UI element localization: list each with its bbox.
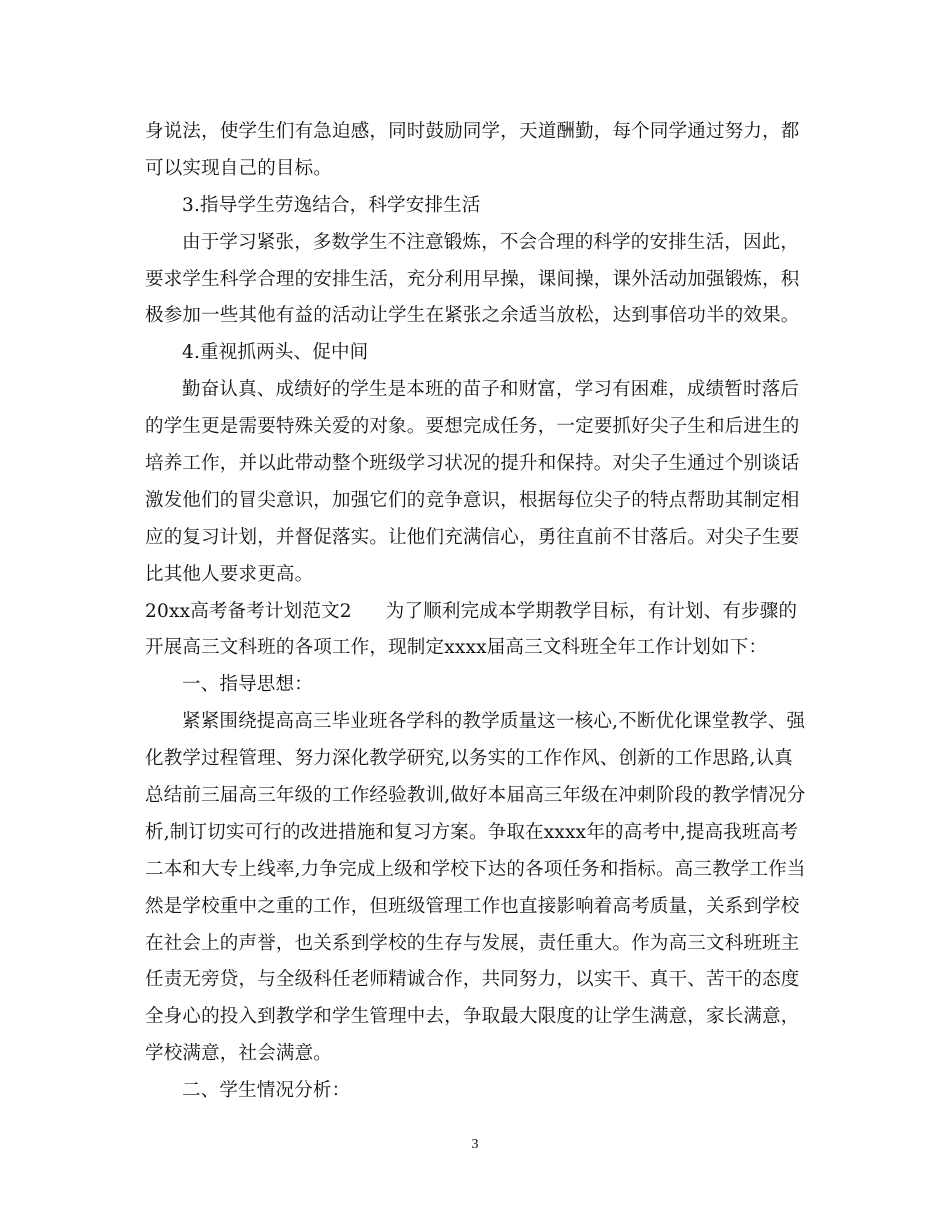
text-line: 二本和大专上线率,力争完成上级和学校下达的各项任务和指标。高三教学工作当 xyxy=(145,858,806,880)
text-line: 开展高三文科班的各项工作，现制定xxxx届高三文科班全年工作计划如下： xyxy=(145,637,768,659)
text-line: 应的复习计划，并督促落实。让他们充满信心，勇往直前不甘落后。对尖子生要 xyxy=(145,526,800,548)
text-line: 激发他们的冒尖意识，加强它们的竞争意识，根据每位尖子的特点帮助其制定相 xyxy=(145,489,800,511)
text-line: 学校满意，社会满意。 xyxy=(145,1043,333,1065)
text-line: 要求学生科学合理的安排生活，充分利用早操，课间操，课外活动加强锻炼，积 xyxy=(145,268,800,290)
text-line: 化教学过程管理、努力深化教学研究,以务实的工作作风、创新的工作思路,认真 xyxy=(145,748,793,770)
article-intro: 为了顺利完成本学期教学目标，有计划、有步骤的 xyxy=(385,600,798,622)
page-number: 3 xyxy=(471,1137,479,1152)
text-line: 培养工作，并以此带动整个班级学习状况的提升和保持。对尖子生通过个别谈话 xyxy=(145,453,800,475)
text-line: 总结前三届高三年级的工作经验教训,做好本届高三年级在冲刺阶段的教学情况分 xyxy=(145,785,806,807)
text-line: 紧紧围绕提高高三毕业班各学科的教学质量这一核心,不断优化课堂教学、强 xyxy=(182,711,806,733)
section-heading: 二、学生情况分析： xyxy=(182,1080,351,1102)
article-title: 20xx高考备考计划范文2 xyxy=(145,600,352,622)
text-line: 极参加一些其他有益的活动让学生在紧张之余适当放松，达到事倍功半的效果。 xyxy=(145,305,800,327)
text-line: 任责无旁贷，与全级科任老师精诚合作，共同努力，以实干、真干、苦干的态度 xyxy=(145,969,800,991)
text-line: 在社会上的声誉，也关系到学校的生存与发展，责任重大。作为高三文科班班主 xyxy=(145,932,800,954)
text-line: 由于学习紧张，多数学生不注意锻炼，不会合理的科学的安排生活，因此， xyxy=(182,231,800,253)
text-line: 身说法，使学生们有急迫感，同时鼓励同学，天道酬勤，每个同学通过努力，都 xyxy=(145,121,800,142)
text-line: 勤奋认真、成绩好的学生是本班的苗子和财富，学习有困难，成绩暂时落后 xyxy=(182,379,800,401)
section-heading: 3.指导学生劳逸结合，科学安排生活 xyxy=(182,194,481,216)
article-title-line xyxy=(145,594,810,631)
text-line: 全身心的投入到教学和学生管理中去，争取最大限度的让学生满意，家长满意， xyxy=(145,1006,800,1028)
body-text xyxy=(145,114,810,1110)
section-heading: 一、指导思想： xyxy=(182,674,313,696)
text-line: 可以实现自己的目标。 xyxy=(145,157,333,179)
text-line: 的学生更是需要特殊关爱的对象。要想完成任务，一定要抓好尖子生和后进生的 xyxy=(145,416,800,438)
section-heading: 4.重视抓两头、促中间 xyxy=(182,342,369,364)
text-line: 比其他人要求更高。 xyxy=(145,563,314,585)
text-line: 析,制订切实可行的改进措施和复习方案。争取在xxxx年的高考中,提高我班高考 xyxy=(145,821,799,843)
text-line: 然是学校重中之重的工作，但班级管理工作也直接影响着高考质量，关系到学校 xyxy=(145,895,800,917)
